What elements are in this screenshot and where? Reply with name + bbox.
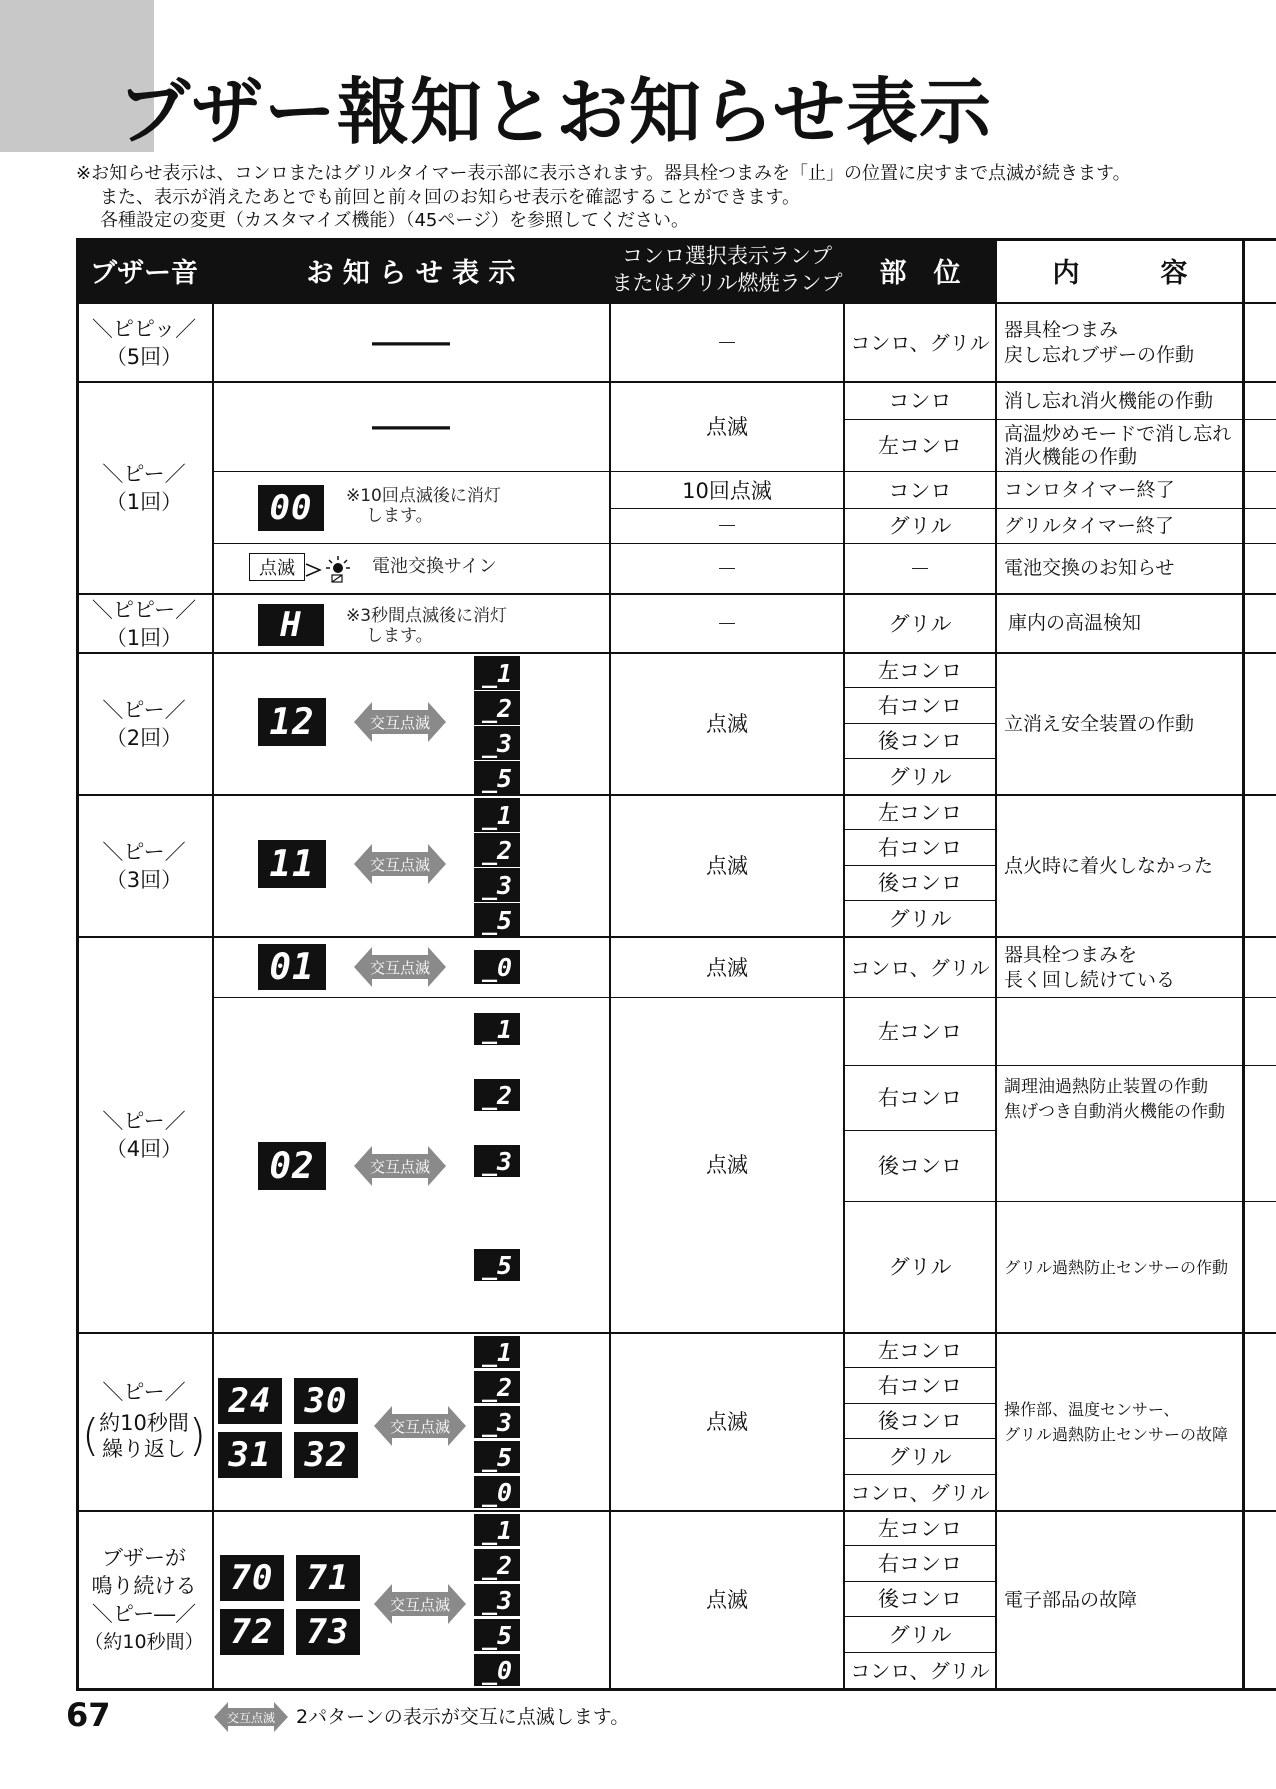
segment-display-00: 00 — [258, 485, 324, 531]
sub-code-3: _3 — [474, 1145, 520, 1177]
buzzer-5times — [76, 304, 212, 381]
content-line: 器具栓つまみを — [1004, 943, 1138, 966]
part-cell: コンロ — [888, 389, 952, 413]
footer-note: 2パターンの表示が交互に点滅します。 — [296, 1706, 630, 1728]
content-cell: コンロタイマー終了 — [1004, 479, 1175, 501]
part-cell: 左コンロ — [878, 1516, 962, 1541]
segment-display-12: 12 — [258, 698, 326, 746]
buzzer-line: 鳴り続ける — [91, 1574, 197, 1598]
page-number: 67 — [66, 1696, 111, 1734]
display-dash: ――― — [372, 412, 450, 442]
part-cell: グリル — [888, 1622, 952, 1647]
segment-display-30: 30 — [294, 1378, 358, 1424]
lamp-value: － — [716, 556, 738, 581]
header-lamp-line1: コンロ選択表示ランプ — [622, 244, 832, 268]
part-cell: 左コンロ — [878, 433, 962, 458]
alternate-blink-label: 交互点滅 — [389, 1418, 451, 1436]
buzzer-count: （1回） — [105, 625, 183, 650]
blink-box: 点滅 — [249, 553, 305, 581]
content-line: 長く回し続けている — [1004, 968, 1176, 991]
buzzer-count: （1回） — [105, 490, 183, 514]
lamp-value: 点滅 — [706, 1153, 748, 1177]
alternate-blink-label: 交互点滅 — [389, 1596, 451, 1614]
sub-code-3: _3 — [474, 1584, 520, 1616]
lamp-value: 点滅 — [706, 712, 748, 736]
header-part: 部 位 — [845, 238, 995, 302]
part-cell: グリル — [888, 1444, 952, 1469]
buzzer-repeat — [76, 1334, 212, 1510]
sub-code-5: _5 — [474, 761, 520, 795]
segment-display-73: 73 — [296, 1609, 360, 1655]
alternate-blink-label: 交互点滅 — [369, 959, 431, 977]
buzzer-duration: 約10秒間 — [99, 1411, 189, 1435]
part-cell: 右コンロ — [878, 1373, 962, 1398]
alternate-blink-icon — [354, 700, 446, 744]
header-lamp — [611, 238, 843, 302]
segment-display-71: 71 — [296, 1555, 360, 1601]
sub-code-1: _1 — [474, 656, 520, 690]
notification-table — [76, 238, 1276, 1691]
lamp-value: 点滅 — [706, 854, 748, 878]
sub-code-1: _1 — [474, 798, 520, 832]
content-line: 消火機能の作動 — [1004, 445, 1138, 468]
sub-code-5: _5 — [474, 1619, 520, 1651]
content-cell: 電子部品の故障 — [1004, 1588, 1138, 1611]
buzzer-sound: ＼ピー／ — [102, 462, 186, 486]
buzzer-sound: ＼ピー／ — [102, 1109, 186, 1133]
buzzer-pipi-1time — [76, 595, 212, 652]
content-cell — [1004, 420, 1240, 471]
alternate-blink-label: 交互点滅 — [369, 1158, 431, 1176]
alternate-blink-icon — [354, 842, 446, 886]
content-cell: 庫内の高温検知 — [1008, 612, 1142, 634]
buzzer-sound: ＼ピー／ — [102, 840, 186, 864]
paren-open: ( — [81, 1410, 100, 1461]
paren-close: ) — [188, 1410, 207, 1461]
buzzer-repeat-bracket — [82, 1406, 206, 1466]
content-cell — [1004, 938, 1240, 997]
buzzer-3times — [76, 796, 212, 936]
segment-display-01: 01 — [258, 944, 326, 990]
buzzer-sound: ＼ピピッ／ — [91, 316, 197, 341]
content-cell: グリル過熱防止センサーの作動 — [1004, 1257, 1229, 1277]
battery-sign-icon — [304, 554, 366, 584]
buzzer-repeat-text — [99, 1410, 189, 1462]
segment-display-31: 31 — [218, 1432, 282, 1478]
lamp-value: 点滅 — [706, 1410, 748, 1434]
buzzer-count: （4回） — [105, 1137, 183, 1161]
part-cell: グリル — [888, 906, 952, 931]
part-cell: 右コンロ — [878, 835, 962, 860]
content-cell: 立消え安全装置の作動 — [1004, 712, 1195, 735]
sub-code-5: _5 — [474, 1249, 520, 1281]
sub-code-3: _3 — [474, 1406, 520, 1438]
buzzer-sound: ＼ピピー／ — [91, 597, 197, 622]
content-cell: 消し忘れ消火機能の作動 — [1004, 389, 1214, 412]
sub-code-1: _1 — [474, 1013, 520, 1045]
content-line: 調理油過熱防止装置の作動 — [1004, 1076, 1208, 1097]
part-cell: 左コンロ — [878, 1019, 962, 1044]
note-10-blink-2: します。 — [366, 506, 433, 526]
note-line-2: また、表示が消えたあとでも前回と前々回のお知らせ表示を確認することができます。 — [100, 187, 801, 208]
battery-sign-label: 電池交換サイン — [372, 556, 497, 577]
buzzer-repeat-label: 繰り返し — [101, 1437, 186, 1461]
display-dash: ――― — [372, 327, 450, 358]
buzzer-count: （2回） — [105, 726, 183, 750]
segment-display-02: 02 — [258, 1142, 326, 1190]
sub-code-2: _2 — [474, 1371, 520, 1403]
note-line-3: 各種設定の変更（カスタマイズ機能）（45ページ）を参照してください。 — [100, 210, 690, 231]
part-cell: コンロ、グリル — [850, 330, 990, 355]
sub-code-5: _5 — [474, 903, 520, 937]
page-title: ブザー報知とお知らせ表示 — [118, 70, 992, 154]
content-line: グリル過熱防止センサーの故障 — [1004, 1425, 1229, 1444]
lamp-value: 10回点滅 — [682, 478, 772, 503]
header-content: 内 容 — [1052, 257, 1188, 289]
part-cell: グリル — [888, 764, 952, 789]
buzzer-line: ブザーが — [102, 1546, 186, 1570]
part-cell: 後コンロ — [878, 1587, 962, 1611]
segment-display-11: 11 — [258, 840, 326, 888]
sub-code-2: _2 — [474, 833, 520, 867]
part-cell: グリル — [888, 514, 952, 538]
content-cell: 電池交換のお知らせ — [1004, 557, 1175, 579]
sub-code-2: _2 — [474, 1079, 520, 1111]
segment-display-70: 70 — [220, 1555, 284, 1601]
buzzer-sound: ＼ピー／ — [102, 698, 186, 722]
segment-display-72: 72 — [220, 1609, 284, 1655]
part-cell: 右コンロ — [878, 1551, 962, 1576]
content-cell: 点火時に着火しなかった — [1004, 854, 1214, 877]
alternate-blink-icon — [354, 1144, 446, 1188]
lamp-value: － — [716, 611, 738, 636]
part-cell: コンロ — [888, 478, 952, 503]
part-cell: 右コンロ — [878, 1086, 962, 1110]
alternate-blink-label: 交互点滅 — [369, 714, 431, 732]
content-cell — [1004, 304, 1240, 381]
content-cell: グリルタイマー終了 — [1004, 514, 1174, 537]
sub-code-2: _2 — [474, 1549, 520, 1581]
note-line-1: ※お知らせ表示は、コンロまたはグリルタイマー表示部に表示されます。器具栓つまみを「止」の位置に戻すまで点滅が続きます。 — [76, 163, 1131, 184]
buzzer-count: （3回） — [105, 868, 183, 892]
content-cell — [1004, 1334, 1240, 1510]
note-10-blink: ※10回点滅後に消灯 — [346, 486, 501, 506]
sub-code-3: _3 — [474, 868, 520, 902]
content-line: 高温炒めモードで消し忘れ — [1004, 422, 1232, 445]
part-cell: 後コンロ — [878, 1154, 962, 1178]
alternate-blink-legend-icon — [214, 1700, 288, 1734]
alternate-blink-icon — [374, 1404, 466, 1448]
note-3sec-blink-2: します。 — [366, 626, 433, 646]
part-cell: コンロ、グリル — [850, 955, 990, 980]
segment-display-32: 32 — [294, 1432, 358, 1478]
rule — [1242, 238, 1245, 1691]
alternate-blink-icon — [374, 1582, 466, 1626]
part-cell: 右コンロ — [878, 693, 962, 718]
sub-code-3: _3 — [474, 726, 520, 760]
buzzer-sound: ＼ピー―／ — [91, 1602, 197, 1626]
part-cell: 左コンロ — [878, 658, 962, 683]
rule — [76, 238, 1276, 241]
part-cell: 後コンロ — [878, 729, 962, 753]
sub-code-0: _0 — [474, 1476, 520, 1508]
alternate-blink-legend-label: 交互点滅 — [226, 1711, 276, 1725]
lamp-value: 点滅 — [706, 1588, 748, 1612]
sub-code-2: _2 — [474, 691, 520, 725]
part-cell: グリル — [888, 1255, 952, 1279]
buzzer-1time — [76, 383, 212, 593]
part-cell: 後コンロ — [878, 1409, 962, 1433]
content-line: 焦げつき自動消火機能の作動 — [1004, 1101, 1225, 1122]
sub-code-0: _0 — [474, 1654, 520, 1686]
note-3sec-blink: ※3秒間点滅後に消灯 — [346, 606, 508, 626]
buzzer-2times — [76, 654, 212, 794]
sub-code-5: _5 — [474, 1441, 520, 1473]
part-cell: 左コンロ — [878, 1338, 962, 1363]
part-cell: 後コンロ — [878, 871, 962, 895]
buzzer-4times — [76, 938, 212, 1332]
segment-display-h: H — [258, 604, 324, 646]
part-cell: 左コンロ — [878, 800, 962, 825]
header-buzzer: ブザー音 — [76, 238, 212, 302]
part-cell: グリル — [888, 611, 952, 636]
lamp-value: － — [716, 330, 738, 355]
content-line: 器具栓つまみ — [1004, 318, 1119, 341]
alternate-blink-label: 交互点滅 — [369, 856, 431, 874]
buzzer-count: （5回） — [105, 344, 183, 369]
content-line: 操作部、温度センサー、 — [1004, 1400, 1180, 1419]
alternate-blink-icon — [354, 945, 446, 989]
buzzer-duration: （約10秒間） — [84, 1631, 204, 1653]
part-cell: コンロ、グリル — [850, 1480, 990, 1505]
content-cell — [1004, 998, 1240, 1201]
sub-code-1: _1 — [474, 1336, 520, 1368]
lamp-value: － — [716, 514, 738, 538]
part-cell: コンロ、グリル — [850, 1658, 990, 1683]
lamp-value: 点滅 — [706, 955, 748, 980]
sub-code-0: _0 — [474, 950, 520, 984]
header-lamp-line2: またはグリル燃焼ランプ — [611, 271, 843, 295]
buzzer-continuous — [76, 1512, 212, 1688]
lamp-value: 点滅 — [706, 415, 748, 439]
header-display: お 知 ら せ 表 示 — [213, 238, 609, 302]
part-cell: － — [909, 556, 931, 581]
sub-code-1: _1 — [474, 1514, 520, 1546]
content-line: 戻し忘れブザーの作動 — [1004, 343, 1195, 366]
rule — [76, 1688, 1276, 1691]
rule — [213, 471, 1276, 472]
buzzer-sound: ＼ピー／ — [102, 1380, 186, 1404]
segment-display-24: 24 — [218, 1378, 282, 1424]
